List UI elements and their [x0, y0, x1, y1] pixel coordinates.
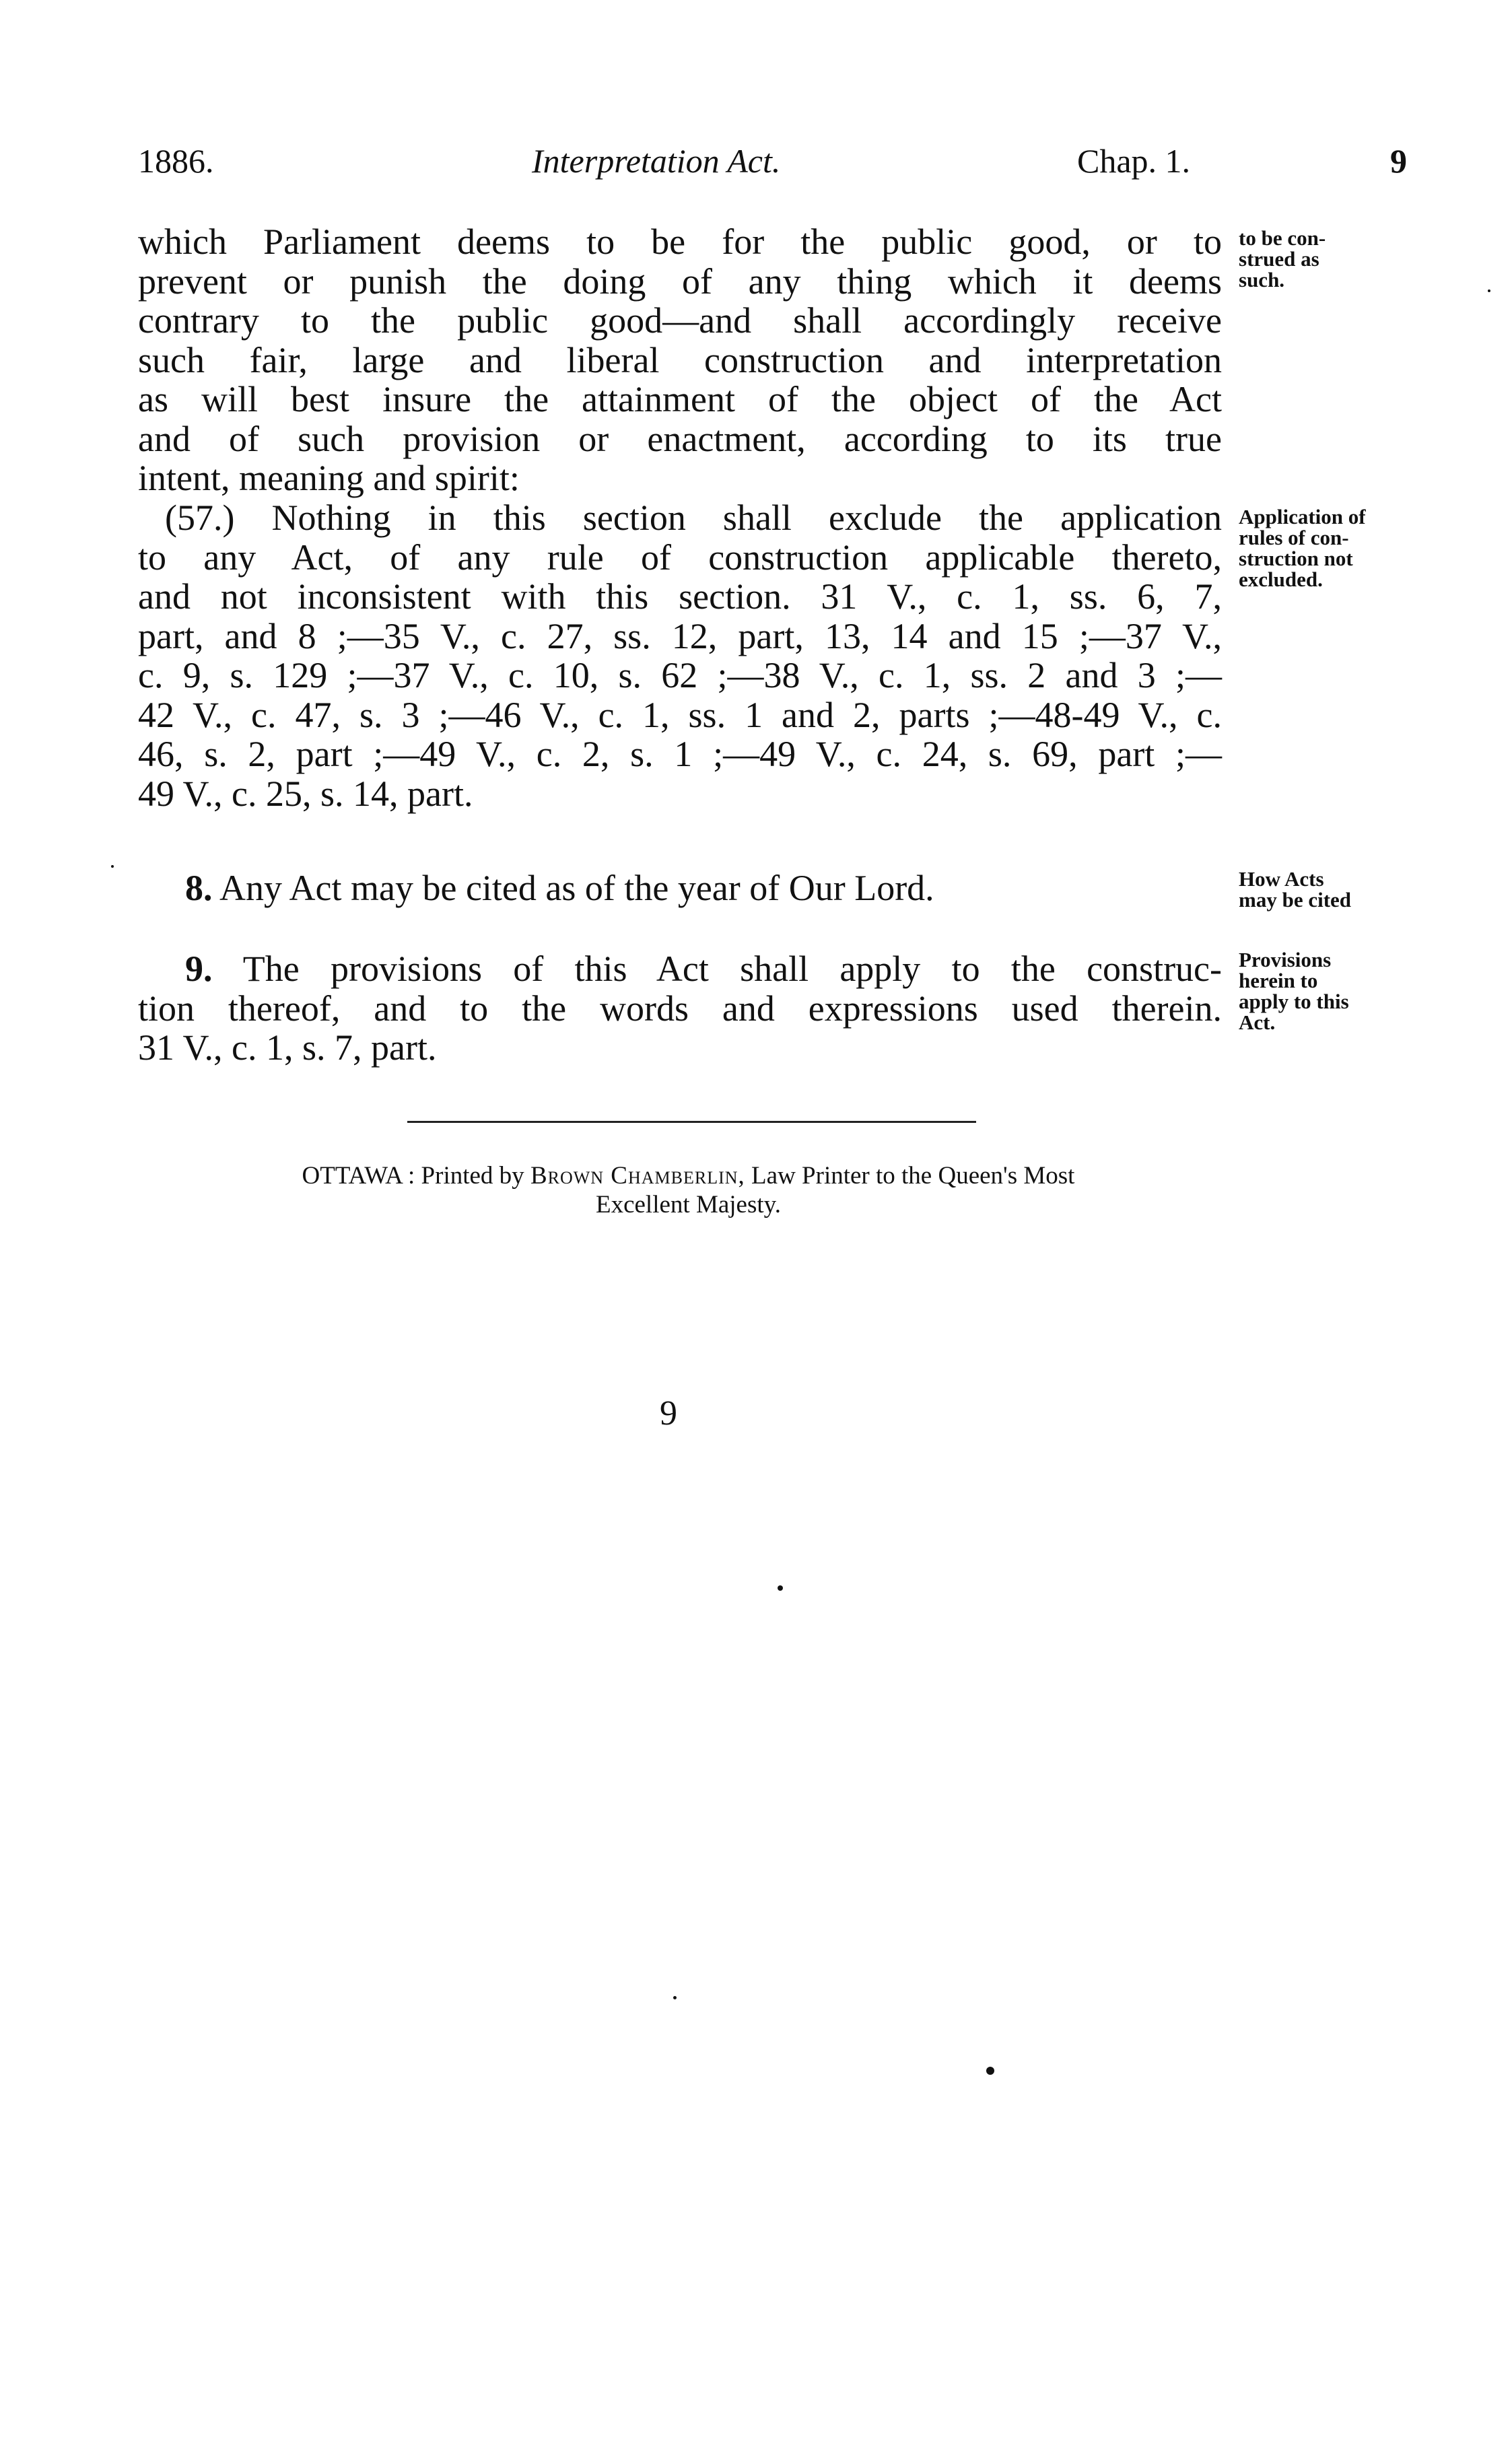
margin-note-how-cited	[1239, 868, 1400, 910]
header-page-number: 9	[1390, 142, 1407, 180]
imprint-line-2: Excellent Majesty.	[595, 1191, 781, 1218]
margin-note-application	[1239, 506, 1400, 590]
paragraph-2-line: c. 9, s. 129 ;—37 V., c. 10, s. 62 ;—38 V., c. 1, ss. 2 and 3 ;—	[138, 655, 1222, 695]
paragraph-2-line: to any Act, of any rule of construction applicable thereto,	[138, 537, 1222, 578]
scan-speck	[111, 865, 114, 868]
margin-note-line: Provisions	[1239, 948, 1332, 971]
section-9	[138, 949, 1222, 1068]
header-chapter: Chap. 1.	[1077, 142, 1191, 180]
imprint-text-b: Law Printer to the Queen's Most	[751, 1162, 1075, 1190]
section-8-number: 8.	[185, 868, 213, 908]
margin-note-line: Application of	[1239, 505, 1366, 528]
footer-page-number: 9	[660, 1394, 677, 1433]
printer-imprint	[168, 1161, 1208, 1219]
margin-note-line: such.	[1239, 268, 1285, 291]
section-9-line: The provisions of this Act shall apply to the construc-	[242, 949, 1222, 989]
margin-note-line: strued as	[1239, 247, 1319, 271]
section-9-number: 9.	[185, 949, 213, 989]
margin-note-line: Act.	[1239, 1010, 1276, 1034]
paragraph-2-line: 46, s. 2, part ;—49 V., c. 2, s. 1 ;—49 V., c. 24, s. 69, part ;—	[138, 734, 1222, 774]
scan-speck	[778, 1585, 783, 1591]
paragraph-1-line: and of such provision or enactment, according to its true	[138, 418, 1222, 459]
margin-note-line: struction not	[1239, 547, 1353, 570]
imprint-text-a: Printed by	[421, 1162, 524, 1190]
section-8	[138, 868, 1222, 908]
section-9-line: tion thereof, and to the words and expressions used therein.	[138, 988, 1222, 1029]
paragraph-1-line: prevent or punish the doing of any thing which it deems	[138, 261, 1222, 302]
margin-note-line: may be cited	[1239, 888, 1352, 912]
margin-note-construed	[1239, 228, 1400, 290]
section-9-line: 31 V., c. 1, s. 7, part.	[138, 1027, 437, 1068]
paragraph-2-line: 49 V., c. 25, s. 14, part.	[138, 773, 473, 814]
divider-rule	[407, 1121, 976, 1123]
paragraph-1-line: intent, meaning and spirit:	[138, 458, 520, 498]
imprint-place: OTTAWA :	[302, 1162, 415, 1190]
paragraph-1	[138, 222, 1222, 498]
header-title: Interpretation Act.	[532, 142, 781, 180]
margin-note-line: to be con-	[1239, 226, 1326, 250]
scan-speck	[673, 1996, 677, 1999]
margin-note-line: rules of con-	[1239, 526, 1349, 549]
paragraph-2-line: part, and 8 ;—35 V., c. 27, ss. 12, part, 13, 14 and 15 ;—37 V.,	[138, 615, 1222, 656]
paragraph-1-line: such fair, large and liberal construction and interpretation	[138, 339, 1222, 380]
paragraph-2	[138, 498, 1222, 813]
margin-note-line: herein to	[1239, 969, 1318, 992]
imprint-printer: Brown Chamberlin,	[530, 1162, 745, 1190]
margin-note-provisions	[1239, 949, 1400, 1033]
paragraph-2-line: and not inconsistent with this section. 31 V., c. 1, ss. 6, 7,	[138, 576, 1222, 617]
paragraph-1-line: which Parliament deems to be for the public good, or to	[138, 221, 1222, 262]
paragraph-2-line: (57.) Nothing in this section shall exclude the application	[165, 497, 1222, 538]
paragraph-1-line: contrary to the public good—and shall accordingly receive	[138, 300, 1222, 341]
paragraph-2-line: 42 V., c. 47, s. 3 ;—46 V., c. 1, ss. 1 and 2, parts ;—48-49 V., c.	[138, 694, 1222, 735]
scan-speck	[986, 2067, 994, 2075]
header-year: 1886.	[138, 142, 214, 180]
margin-note-line: excluded.	[1239, 568, 1323, 591]
paragraph-1-line: as will best insure the attainment of the object of the Act	[138, 379, 1222, 419]
margin-note-line: How Acts	[1239, 867, 1324, 891]
scan-speck	[1488, 289, 1490, 292]
section-8-text: Any Act may be cited as of the year of Our Lord.	[219, 868, 934, 908]
margin-note-line: apply to this	[1239, 990, 1349, 1013]
